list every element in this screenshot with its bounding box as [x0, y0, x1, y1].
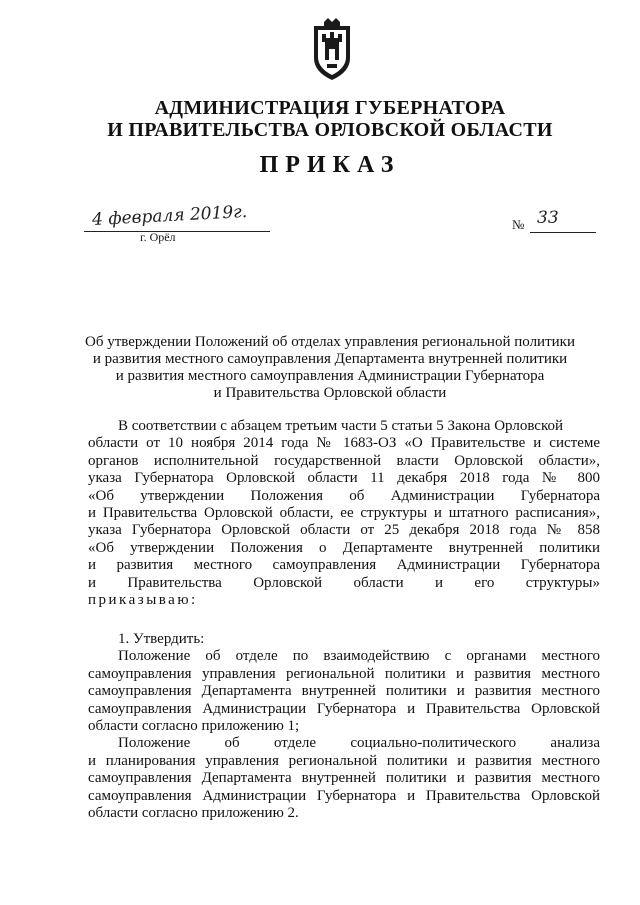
org-name-line1: АДМИНИСТРАЦИЯ ГУБЕРНАТОРА [154, 97, 506, 119]
number-label: № [512, 217, 525, 232]
order-line: самоуправления Департамента внутренней политики и развития местного [88, 770, 600, 787]
preamble-line: приказываю: [88, 592, 198, 609]
order-line: области согласно приложению 1; [88, 718, 300, 735]
subject-line: и Правительства Орловской области [213, 385, 447, 401]
preamble-line: указа Губернатора Орловской области от 25 декабря 2018 года № 858 [88, 522, 600, 539]
preamble-line: указа Губернатора Орловской области 11 декабря 2018 года № 800 [88, 470, 600, 487]
order-line: Положение об отделе социально-политического анализа [118, 735, 600, 752]
preamble-line: области от 10 ноября 2014 года № 1683-ОЗ «О Правительстве и системе [88, 435, 600, 452]
order-line: области согласно приложению 2. [88, 805, 299, 822]
orders-section [88, 631, 600, 822]
order-line: самоуправления Администрации Губернатора и Правительства Орловской [88, 700, 600, 717]
order-line: самоуправления Департамента внутренней политики и развития местного [88, 683, 600, 700]
order-item-title: 1. Утвердить: [118, 631, 205, 647]
preamble-line: и развития местного самоуправления Администрации Губернатора [88, 557, 600, 574]
org-name-line2: И ПРАВИТЕЛЬСТВА ОРЛОВСКОЙ ОБЛАСТИ [107, 119, 553, 141]
subject-line: и развития местного самоуправления Департамента внутренней политики [92, 351, 568, 367]
date-underline [84, 231, 270, 232]
preamble-line: органов исполнительной государственной власти Орловской области», [88, 452, 600, 469]
preamble-line: и Правительства Орловской области и его структуры» [88, 574, 600, 591]
document-type: ПРИКАЗ [259, 152, 401, 178]
coat-of-arms-icon [309, 18, 355, 82]
preamble-line: «Об утверждении Положения об Администрации Губернатора [88, 487, 600, 504]
order-line: и планирования управления региональной политики и развития местного [88, 752, 600, 769]
preamble-line: и Правительства Орловской области, ее структуры и штатного расписания», [88, 505, 600, 522]
number-handwritten: 33 [537, 208, 559, 228]
city-label: г. Орёл [140, 230, 176, 244]
date-handwritten: 4 февраля 2019г. [91, 201, 248, 231]
order-line: Положение об отделе по взаимодействию с органами местного [118, 648, 600, 665]
preamble-line: В соответствии с абзацем третьим части 5 статьи 5 Закона Орловской [118, 418, 564, 434]
order-line: самоуправления управления региональной политики и развития местного [88, 665, 600, 682]
preamble-paragraph [88, 418, 600, 609]
order-line: самоуправления Администрации Губернатора и Правительства Орловской [88, 787, 600, 804]
preamble-line: «Об утверждении Положения о Департаменте внутренней политики [88, 539, 600, 556]
document-subject [70, 334, 590, 402]
subject-line: Об утверждении Положений об отделах управления региональной политики [85, 334, 575, 350]
number-underline [530, 232, 596, 233]
subject-line: и развития местного самоуправления Администрации Губернатора [115, 368, 545, 384]
